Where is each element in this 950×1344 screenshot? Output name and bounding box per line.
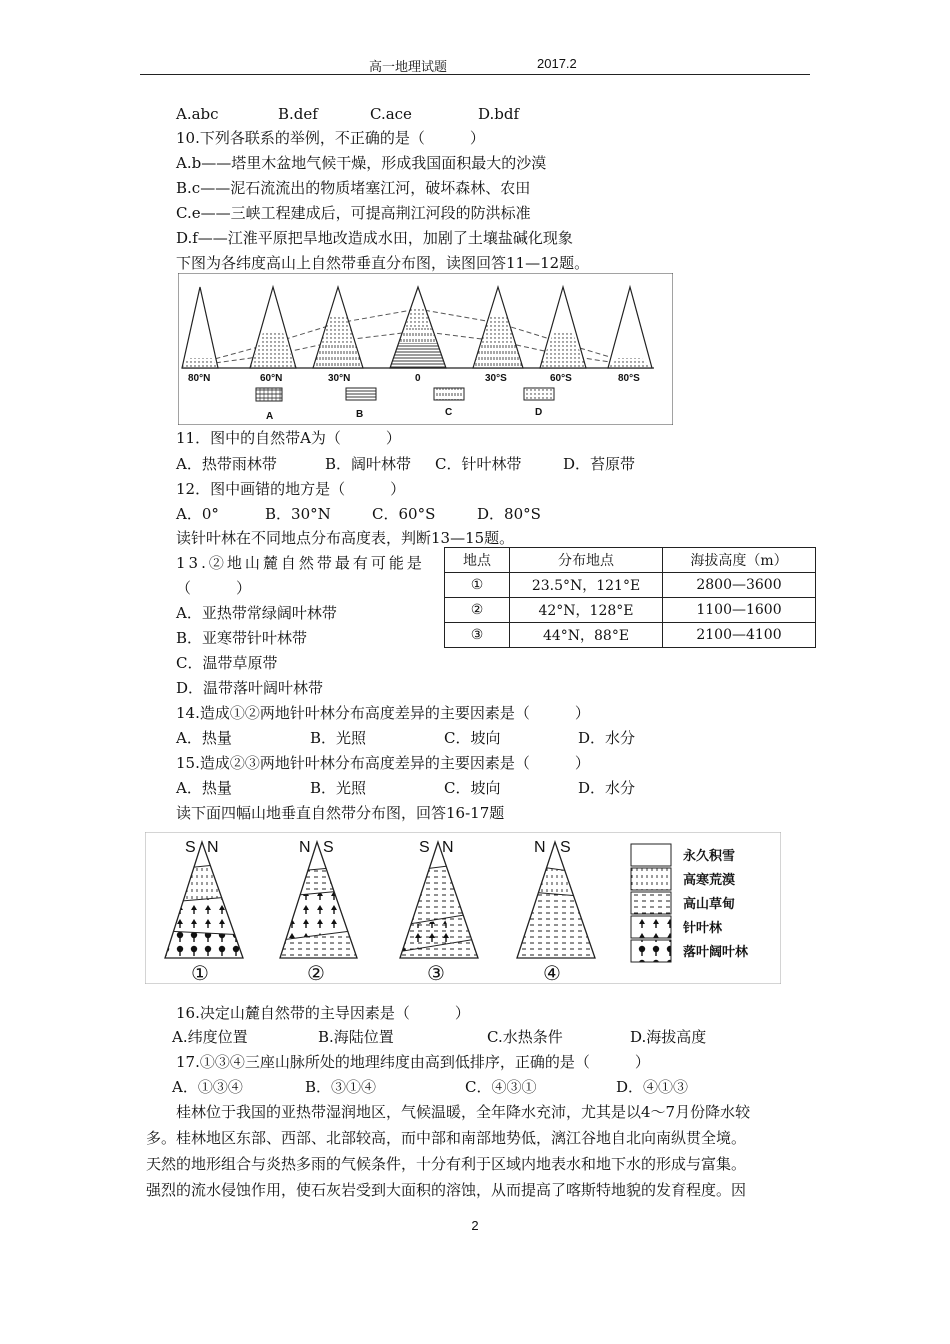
q14-option-c: C．坡向 — [444, 729, 501, 747]
legend-swatch-conifer — [631, 916, 671, 938]
q10-option-d: D.f——江淮平原把旱地改造成水田，加剧了土壤盐碱化现象 — [176, 229, 573, 247]
page-number: 2 — [471, 1218, 479, 1233]
q10-option-b: B.c——泥石流流出的物质堵塞江河，破坏森林、农田 — [176, 179, 531, 197]
q15-option-a: A．热量 — [176, 779, 232, 797]
q11-option-a: A．热带雨林带 — [176, 455, 277, 473]
q12-option-a: A．0° — [176, 505, 219, 523]
latitude-zonation-figure — [178, 273, 673, 425]
q15-option-c: C．坡向 — [444, 779, 501, 797]
table-header: 地点 — [445, 548, 510, 573]
legend-label-c: C — [445, 407, 453, 418]
q12-option-c: C．60°S — [372, 505, 436, 523]
lat-label-80s: 80°S — [618, 373, 640, 384]
paragraph-line: 桂林位于我国的亚热带湿润地区，气候温暖，全年降水充沛，尤其是以4～7月份降水较 — [146, 1103, 751, 1121]
legend-label-meadow: 高山草甸 — [683, 897, 736, 912]
q17-option-a: A．①③④ — [172, 1078, 243, 1096]
mountain-1-right-dir: N — [207, 839, 219, 856]
legend-label-b: B — [356, 409, 364, 420]
q13-option-d: D．温带落叶阔叶林带 — [176, 679, 324, 697]
q13-stem: 13.②地山麓自然带最有可能是 — [176, 554, 425, 572]
header-date: 2017.2 — [537, 56, 577, 71]
q14-option-d: D．水分 — [578, 729, 636, 747]
lat-label-0: 0 — [415, 373, 421, 384]
q15-option-b: B．光照 — [310, 779, 367, 797]
q9-option-d: D.bdf — [478, 105, 520, 123]
q16-option-b: B.海陆位置 — [318, 1028, 394, 1046]
conifer-altitude-table — [444, 547, 816, 648]
paragraph-line: 强烈的流水侵蚀作用，使石灰岩受到大面积的溶蚀，从而提高了喀斯特地貌的发育程度。因 — [146, 1181, 747, 1199]
mountain-2-left-dir: N — [299, 839, 311, 856]
legend-swatch-deciduous — [631, 940, 671, 962]
table-header: 分布地点 — [510, 548, 663, 573]
q13-option-c: C．温带草原带 — [176, 654, 278, 672]
q17-option-c: C．④③① — [465, 1078, 537, 1096]
mountain-4-number: ④ — [543, 961, 561, 984]
q12-option-d: D．80°S — [477, 505, 541, 523]
legend-swatch-b — [346, 388, 376, 400]
mountain-1-left-dir: S — [185, 839, 196, 856]
page-header — [140, 56, 810, 75]
table-row — [445, 623, 816, 648]
q15-option-d: D．水分 — [578, 779, 636, 797]
mountain-2-right-dir: S — [323, 839, 334, 856]
table-cell: 2800—3600 — [663, 573, 816, 598]
legend-label-conifer: 针叶林 — [683, 921, 723, 936]
q10-stem: 10.下列各联系的举例，不正确的是（ ） — [176, 129, 485, 147]
q11-option-c: C．针叶林带 — [435, 455, 522, 473]
q16-stem: 16.决定山麓自然带的主导因素是（ ） — [176, 1004, 470, 1022]
table-cell: 23.5°N，121°E — [510, 573, 663, 598]
legend-label-a: A — [266, 411, 274, 422]
table-header-row — [445, 548, 816, 573]
table-cell: 1100—1600 — [663, 598, 816, 623]
q14-option-a: A．热量 — [176, 729, 232, 747]
legend-swatch-d — [524, 388, 554, 400]
table-cell: 2100—4100 — [663, 623, 816, 648]
lat-label-80n: 80°N — [188, 373, 211, 384]
table-cell: 42°N，128°E — [510, 598, 663, 623]
q13-stem-bracket: （ ） — [176, 579, 252, 597]
q11-option-d: D．苔原带 — [563, 455, 636, 473]
lat-label-60n: 60°N — [260, 373, 283, 384]
table-cell: ① — [445, 573, 510, 598]
q9-option-c: C.ace — [370, 105, 412, 123]
reading-paragraph — [146, 1099, 811, 1203]
zonation-legend — [631, 844, 749, 962]
legend-swatch-c — [434, 388, 464, 400]
q13-option-b: B．亚寒带针叶林带 — [176, 629, 308, 647]
legend-label-deciduous: 落叶阔叶林 — [683, 945, 749, 960]
mountain-1-number: ① — [191, 961, 209, 984]
q10-option-a: A.b——塔里木盆地气候干燥，形成我国面积最大的沙漠 — [176, 154, 547, 172]
mountain-2-number: ② — [307, 961, 325, 984]
header-title: 高一地理试题 — [369, 59, 448, 74]
intro-13-15: 读针叶林在不同地点分布高度表，判断13—15题。 — [176, 529, 515, 547]
lat-label-30s: 30°S — [485, 373, 507, 384]
table-cell: ② — [445, 598, 510, 623]
q17-stem: 17.①③④三座山脉所处的地理纬度由高到低排序，正确的是（ ） — [176, 1053, 650, 1071]
mountain-3-left-dir: S — [419, 839, 430, 856]
legend-swatch-a — [256, 388, 282, 401]
q12-stem: 12．图中画错的地方是（ ） — [176, 480, 406, 498]
q11-option-b: B．阔叶林带 — [325, 455, 412, 473]
q12-option-b: B．30°N — [265, 505, 331, 523]
legend-swatch-meadow — [631, 892, 671, 914]
table-row — [445, 573, 816, 598]
paragraph-line: 多。桂林地区东部、西部、北部较高，而中部和南部地势低，漓江谷地自北向南纵贯全境。 — [146, 1129, 747, 1147]
q16-option-c: C.水热条件 — [487, 1028, 563, 1046]
mountain-3-number: ③ — [427, 961, 445, 984]
q10-option-c: C.e——三峡工程建成后，可提高荆江河段的防洪标准 — [176, 204, 531, 222]
q14-option-b: B．光照 — [310, 729, 367, 747]
legend-label-desert: 高寒荒漠 — [683, 873, 736, 888]
lat-label-60s: 60°S — [550, 373, 572, 384]
q9-option-a: A.abc — [176, 105, 219, 123]
q17-option-d: D．④①③ — [616, 1078, 689, 1096]
mountain-3-right-dir: N — [442, 839, 454, 856]
q13-option-a: A．亚热带常绿阔叶林带 — [176, 604, 337, 622]
mountain-4-right-dir: S — [560, 839, 571, 856]
legend-label-snow: 永久积雪 — [683, 849, 736, 864]
intro-16-17: 读下面四幅山地垂直自然带分布图，回答16-17题 — [176, 804, 505, 822]
table-header: 海拔高度（m） — [663, 548, 816, 573]
q9-option-b: B.def — [278, 105, 318, 123]
q14-stem: 14.造成①②两地针叶林分布高度差异的主要因素是（ ） — [176, 704, 590, 722]
q15-stem: 15.造成②③两地针叶林分布高度差异的主要因素是（ ） — [176, 754, 590, 772]
lat-label-30n: 30°N — [328, 373, 351, 384]
q16-option-d: D.海拔高度 — [630, 1028, 707, 1046]
table-row — [445, 598, 816, 623]
intro-11-12: 下图为各纬度高山上自然带垂直分布图，读图回答11—12题。 — [176, 254, 590, 272]
table-cell: 44°N，88°E — [510, 623, 663, 648]
q17-option-b: B．③①④ — [305, 1078, 377, 1096]
vertical-zonation-figure — [145, 832, 781, 984]
mountain-4-left-dir: N — [534, 839, 546, 856]
paragraph-line: 天然的地形组合与炎热多雨的气候条件，十分有利于区域内地表水和地下水的形成与富集。 — [146, 1155, 747, 1173]
legend-swatch-desert — [631, 868, 671, 890]
legend-swatch-snow — [631, 844, 671, 866]
q11-stem: 11．图中的自然带A为（ ） — [176, 429, 401, 447]
table-cell: ③ — [445, 623, 510, 648]
q16-option-a: A.纬度位置 — [172, 1028, 248, 1046]
legend-label-d: D — [535, 407, 543, 418]
